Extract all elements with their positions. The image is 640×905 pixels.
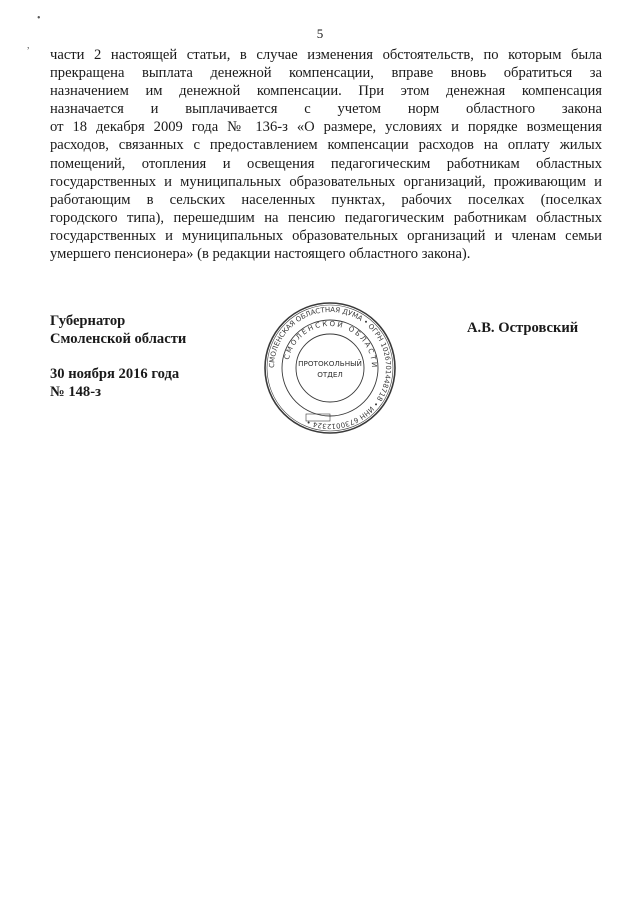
paragraph-line: городского типа), перешедшим на пенсию педагогическим работникам областных bbox=[50, 209, 602, 226]
paragraph-line: государственных и муниципальных образовательных организаций и членам семьи bbox=[50, 227, 602, 244]
paragraph-line: государственных и муниципальных образовательных организаций, проживающим и bbox=[50, 173, 602, 190]
page-number: 5 bbox=[316, 26, 324, 41]
scan-mark: , bbox=[27, 40, 30, 51]
seal-outer-text: СМОЛЕНСКАЯ ОБЛАСТНАЯ ДУМА • ОГРН 1026701448718 • ИНН 6730012324 • bbox=[267, 305, 393, 431]
paragraph-line: работающим в сельских населенных пунктах, рабочих поселках (поселках bbox=[50, 191, 602, 208]
paragraph-line: назначением им денежной компенсации. При этом денежная компенсация bbox=[50, 83, 602, 100]
law-number: № 148-з bbox=[50, 384, 101, 400]
paragraph-line: умершего пенсионера» (в редакции настоящего областного закона). bbox=[50, 246, 471, 263]
seal-center-line: ПРОТОКОЛЬНЫЙ bbox=[298, 359, 362, 368]
official-seal bbox=[262, 300, 398, 436]
paragraph-line: назначается и выплачивается с учетом норм областного закона bbox=[50, 101, 602, 118]
paragraph-line: расходов, связанных с предоставлением компенсации расходов на оплату жилых bbox=[50, 137, 602, 154]
law-date-number bbox=[50, 365, 179, 401]
paragraph-line: от 18 декабря 2009 года № 136-з «О размере, условиях и порядке возмещения bbox=[50, 119, 602, 136]
seal-inner-text: СМОЛЕНСКОЙ ОБЛАСТИ bbox=[282, 319, 379, 370]
body-paragraph bbox=[50, 46, 602, 263]
paragraph-line: прекращена выплата денежной компенсации, вправе вновь обратиться за bbox=[50, 65, 602, 82]
scan-mark: • bbox=[37, 13, 41, 24]
seal-center-line: ОТДЕЛ bbox=[317, 370, 343, 379]
signatory-title-line: Губернатор bbox=[50, 313, 126, 329]
signatory-name: А.В. Островский bbox=[467, 320, 579, 336]
law-date: 30 ноября 2016 года bbox=[50, 366, 180, 382]
signatory-title-line: Смоленской области bbox=[50, 331, 187, 347]
paragraph-line: части 2 настоящей статьи, в случае изменения обстоятельств, по которым была bbox=[50, 47, 602, 63]
signatory-title bbox=[50, 312, 186, 348]
paragraph-line: помещений, отопления и освещения педагогическим работникам областных bbox=[50, 155, 602, 172]
